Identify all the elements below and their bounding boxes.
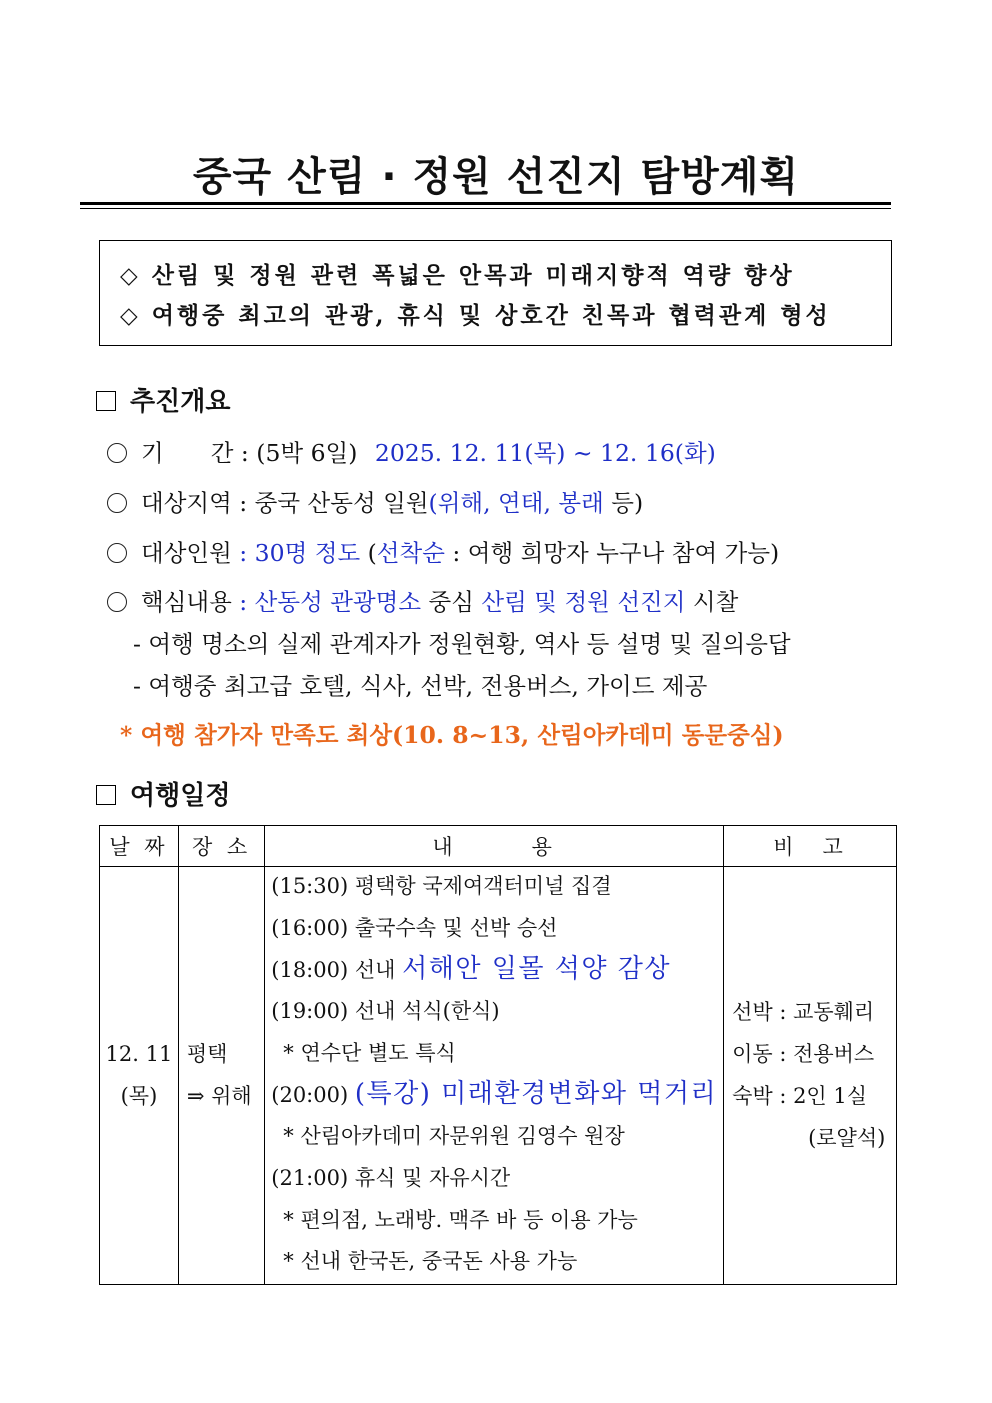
schedule-item-text: (18:00) 선내 — [271, 958, 403, 983]
circle-bullet-icon — [107, 592, 127, 612]
schedule-item — [271, 867, 717, 909]
core-suffix: 시찰 — [685, 588, 739, 616]
circle-bullet-icon — [107, 443, 127, 463]
note-seat: (로얄석) — [808, 1126, 886, 1151]
people-paren: ( — [360, 539, 377, 567]
date-weekday: (목) — [120, 1084, 158, 1109]
section-title: 여행일정 — [130, 781, 231, 811]
period-prefix: : (5박 6일) — [240, 439, 358, 467]
people-first: 선착순 — [376, 539, 445, 567]
section-title: 추진개요 — [130, 387, 231, 417]
cell-note — [724, 867, 897, 1285]
cell-content — [265, 867, 724, 1285]
core-value-1: 산동성 관광명소 — [254, 588, 422, 616]
core-mid: 중심 — [421, 588, 482, 616]
overview-period — [107, 434, 716, 468]
overview-core — [107, 583, 738, 617]
schedule-table — [99, 825, 897, 1285]
core-sub-2: - 여행중 최고급 호텔, 식사, 선박, 전용버스, 가이드 제공 — [133, 672, 708, 700]
place-from: 평택 — [186, 1042, 228, 1067]
note-lodging: 숙박 : 2인 1실 — [732, 1084, 868, 1109]
note-ship: 선박 : 교동훼리 — [732, 1000, 875, 1025]
cell-place — [178, 867, 264, 1285]
schedule-item — [271, 992, 717, 1034]
people-colon: : — [231, 539, 255, 567]
schedule-item-highlight: 서해안 일몰 석양 감상 — [402, 954, 671, 985]
schedule-item-text: (15:30) 평택항 국제여객터미널 집결 — [271, 874, 612, 898]
region-suffix: 등) — [603, 489, 644, 517]
note-transport: 이동 : 전용버스 — [732, 1042, 875, 1067]
schedule-item-text: * 연수단 별도 특식 — [283, 1040, 456, 1065]
schedule-item-text: * 산림아카데미 자문위원 김영수 원장 — [283, 1124, 625, 1149]
schedule-item-text: (20:00) — [271, 1083, 355, 1108]
section-heading-schedule — [96, 775, 230, 812]
purpose-line-1: ◇ 산림 및 정원 관련 폭넓은 안목과 미래지향적 역량 향상 — [120, 262, 795, 289]
header-content: 내 용 — [265, 826, 724, 867]
place-to: ⇒ 위해 — [186, 1084, 252, 1109]
cell-date — [100, 867, 179, 1285]
purpose-line-2: ◇ 여행중 최고의 관광, 휴식 및 상호간 친목과 협력관계 형성 — [120, 302, 831, 329]
schedule-item — [271, 1117, 717, 1159]
header-place: 장 소 — [178, 826, 264, 867]
date-line: 12. 11 — [105, 1042, 173, 1067]
section-heading-overview — [96, 381, 230, 418]
satisfaction-note: * 여행 참가자 만족도 최상(10. 8~13, 산림아카데미 동문중심) — [120, 721, 784, 749]
period-value: 2025. 12. 11(목) ~ 12. 16(화) — [374, 439, 716, 467]
header-note: 비 고 — [724, 826, 897, 867]
schedule-item — [271, 1201, 717, 1243]
header-date: 날 짜 — [100, 826, 179, 867]
table-row — [100, 867, 897, 1285]
core-value-2: 산림 및 정원 선진지 — [481, 588, 686, 616]
core-colon: : — [231, 588, 255, 616]
schedule-item — [271, 950, 717, 992]
core-sub-1: - 여행 명소의 실제 관계자가 정원현황, 역사 등 설명 및 질의응답 — [133, 630, 791, 658]
circle-bullet-icon — [107, 493, 127, 513]
schedule-item-text: (16:00) 출국수속 및 선박 승선 — [271, 915, 558, 940]
schedule-item-text: (19:00) 선내 석식(한식) — [271, 999, 500, 1024]
schedule-item — [271, 909, 717, 951]
square-bullet-icon — [96, 391, 116, 411]
schedule-item — [271, 1159, 717, 1201]
circle-bullet-icon — [107, 543, 127, 563]
schedule-item-text: (21:00) 휴식 및 자유시간 — [271, 1165, 511, 1190]
overview-people — [107, 534, 779, 568]
schedule-item — [271, 1242, 717, 1284]
schedule-item — [271, 1034, 717, 1076]
region-label: 대상지역 — [141, 489, 232, 517]
purpose-box — [99, 240, 892, 346]
overview-region — [107, 484, 643, 518]
page-title: 중국 산림 · 정원 선진지 탐방계획 — [192, 154, 800, 200]
people-rest: : 여행 희망자 누구나 참여 가능) — [444, 539, 780, 567]
region-prefix: : 중국 산동성 일원 — [239, 489, 429, 517]
people-value: 30명 정도 — [254, 539, 361, 567]
schedule-item-text: * 편의점, 노래방. 맥주 바 등 이용 가능 — [283, 1207, 638, 1232]
region-value: (위해, 연태, 봉래 — [428, 489, 604, 517]
schedule-item-text: * 선내 한국돈, 중국돈 사용 가능 — [283, 1249, 578, 1274]
schedule-item — [271, 1075, 717, 1117]
core-label: 핵심내용 — [141, 588, 232, 616]
period-label: 기 간 — [141, 439, 234, 467]
square-bullet-icon — [96, 785, 116, 805]
schedule-item-highlight: (특강) 미래환경변화와 먹거리 — [354, 1079, 718, 1110]
people-label: 대상인원 — [141, 539, 232, 567]
title-underline — [80, 202, 891, 205]
table-header-row — [100, 826, 897, 867]
title-underline-thin — [80, 208, 891, 209]
